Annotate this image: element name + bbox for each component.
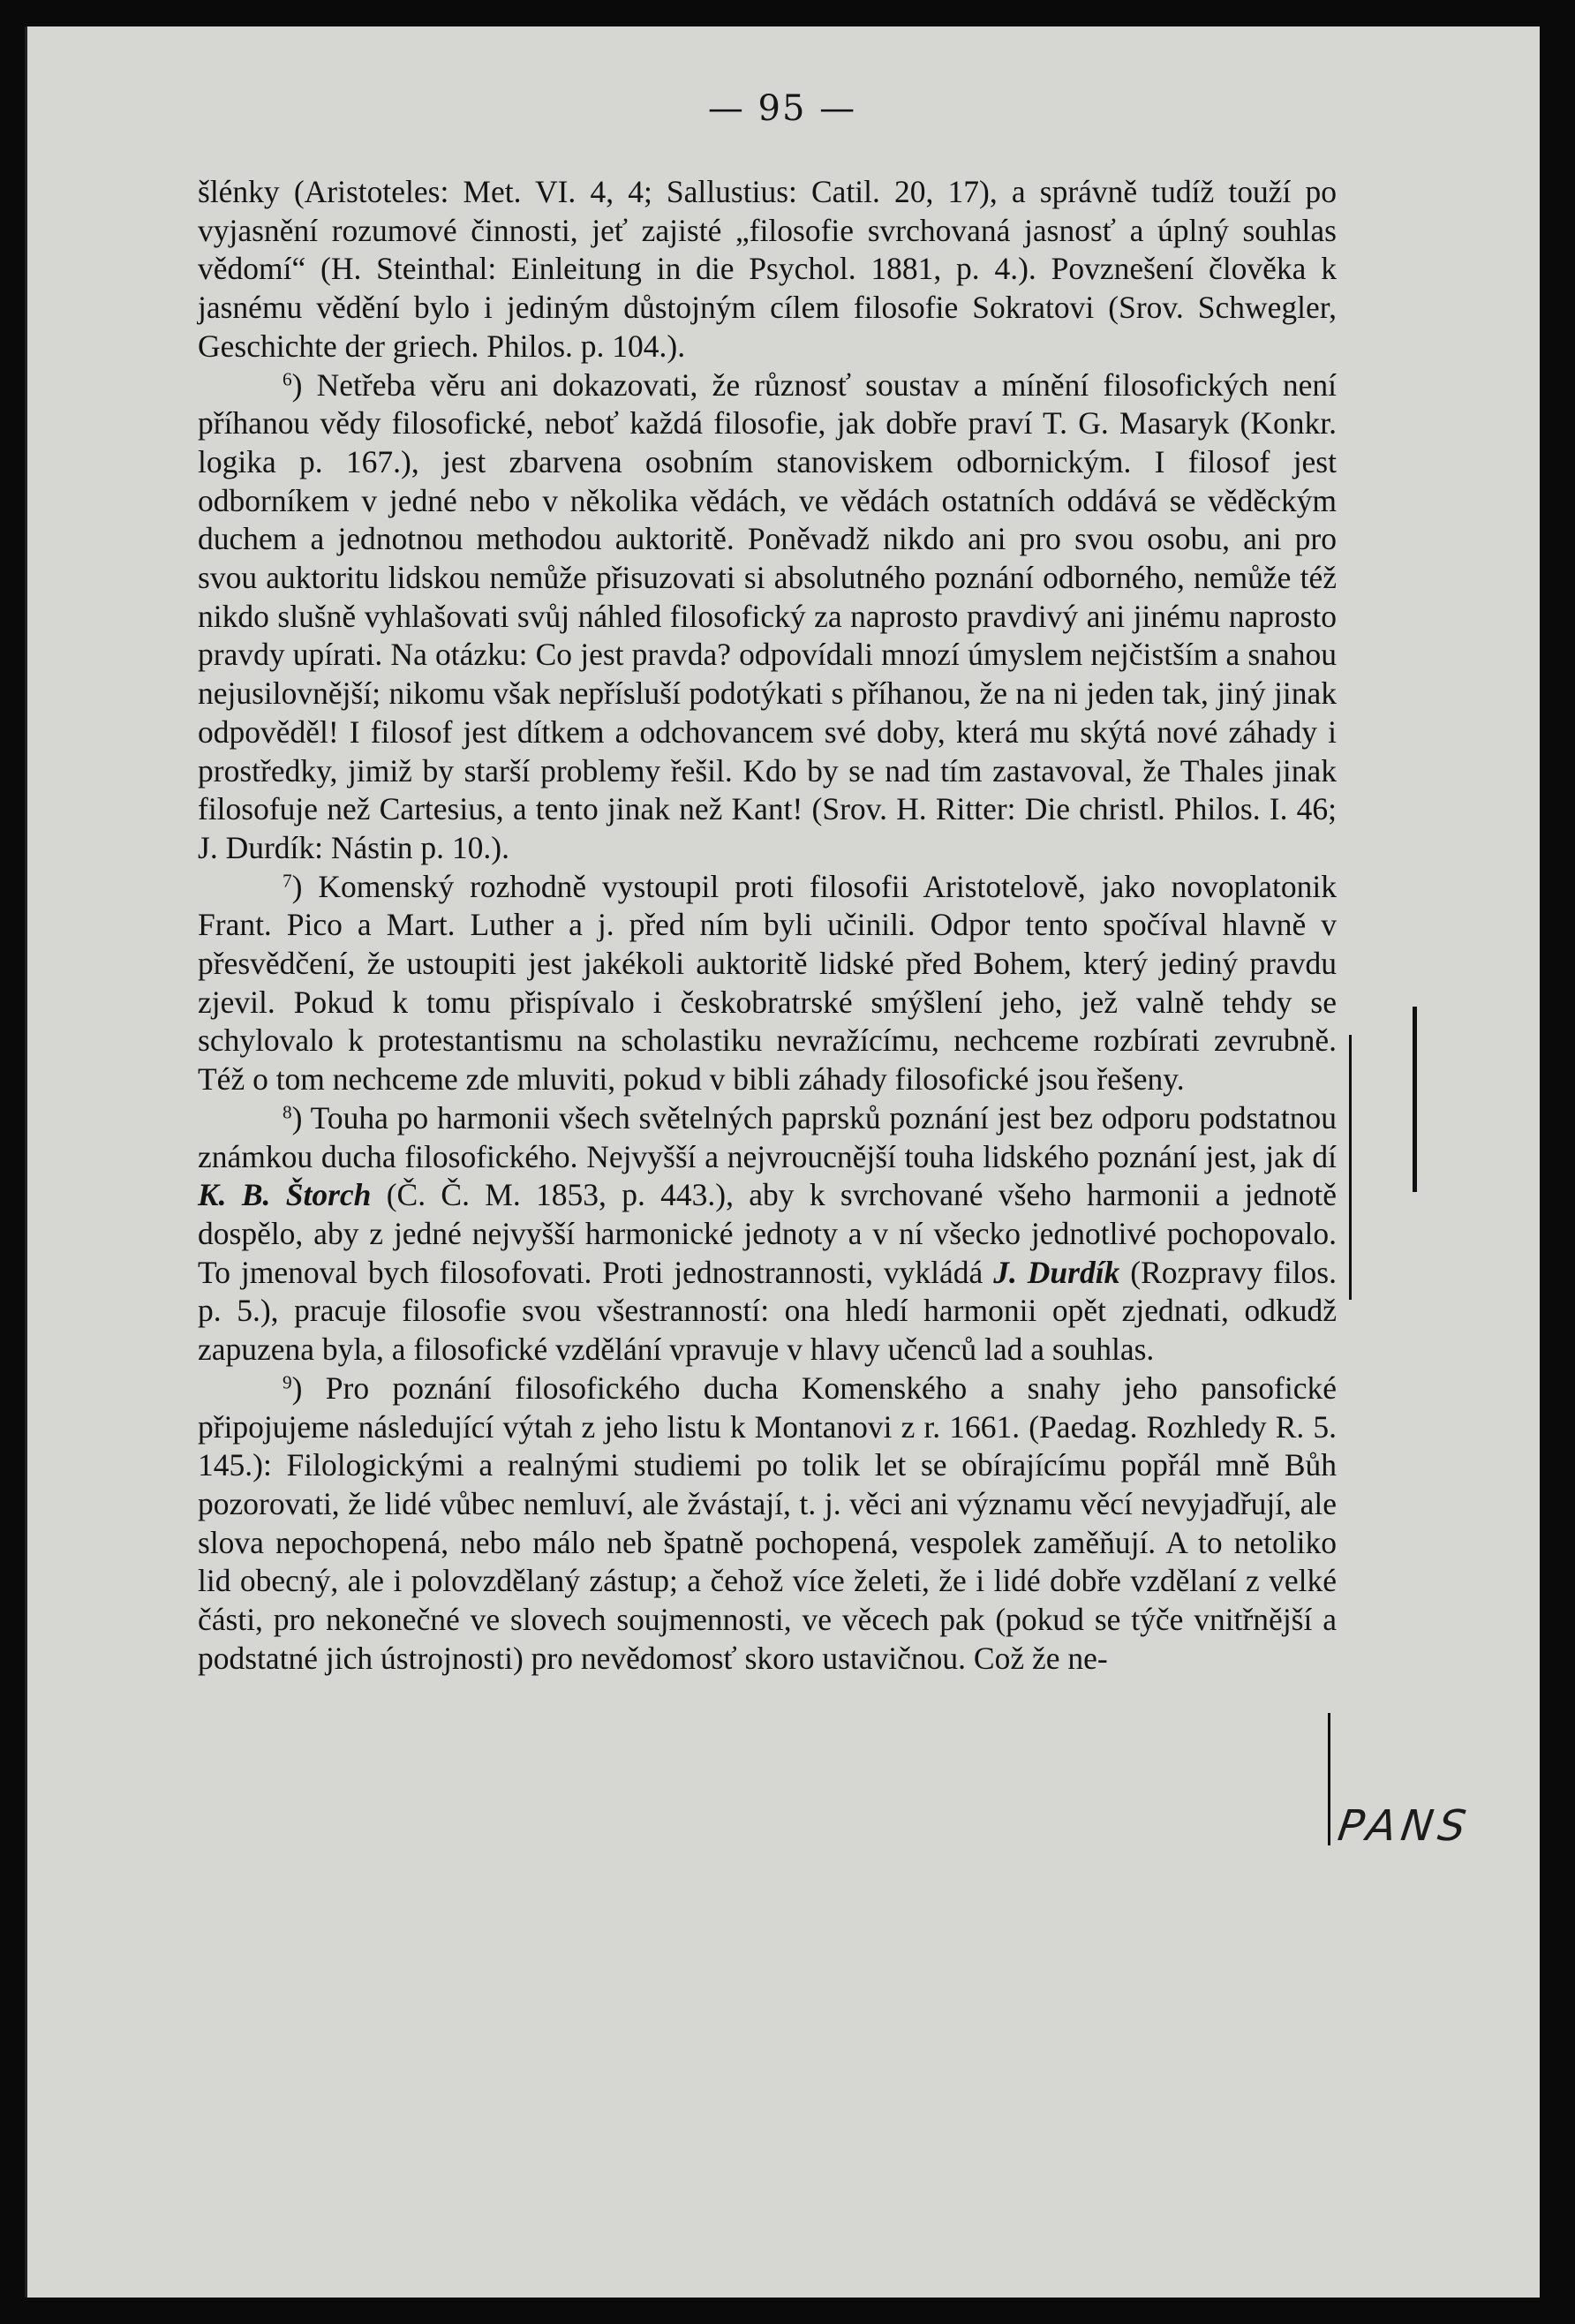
footnote-7 <box>198 868 1337 1099</box>
author-name: J. Durdík <box>993 1254 1120 1290</box>
footnote-number: 6 <box>283 367 292 389</box>
margin-bracket-line <box>1349 1035 1352 1300</box>
footnote-6 <box>198 366 1337 868</box>
footnote-text: ) Komenský rozhodně vystoupil proti filosofii Aristotelově, jako novoplatonik Frant. Pico a Mart. Luther a j. před ním byli učinili. Odpor tento spočíval hlavně v přesvědčení, že ustoupiti jest jakékoli auktoritě lidské před Bohem, který jediný pravdu zjevil. Pokud k tomu přispívalo i českobratrské smýšlení jeho, jež valně tehdy se schylovalo k protestantismu na scholastiku nevražícímu, nechceme rozbírati zevrubně. Též o tom nechceme zde mluviti, pokud v bibli záhady filosofické jsou řešeny. <box>198 868 1337 1098</box>
footnote-number: 7 <box>283 869 292 891</box>
binding-edge <box>25 26 27 2298</box>
page-number: — 95 — <box>707 88 857 129</box>
footnote-text: (Rozpravy filos. p. 5.), pracuje filosofie svou všestranností: ona hledí harmonii opět zjednati, odkudž zapuzena byla, a filosofické vzdělání vpravuje v hlavy učenců lad a souhlas. <box>198 1254 1337 1368</box>
footnote-text: (Č. Č. M. 1853, p. 443.), aby k svrchované všeho harmonii a jednotě dospělo, aby z jedné nejvyšší harmonické jednoty a v ní všecko jednotlivé pochopovalo. To jmenoval bych filosofovati. Proti jednostrannosti, vykládá <box>198 1177 1338 1290</box>
footnote-text: ) Netřeba věru ani dokazovati, že různosť soustav a mínění filosofických není příhanou vědy filosofické, neboť každá filosofie, jak dobře praví T. G. Masaryk (Konkr. logika p. 167.), jest zbarvena osobním stanoviskem odbornickým. I filosof jest odborníkem v jedné nebo v několika vědách, ve vědách ostatních oddává se věděckým duchem a jednotnou methodou auktoritě. Poněvadž nikdo ani pro svou osobu, ani pro svou auktoritu lidskou nemůže přisuzovati si absolutného poznání odborného, nemůže též nikdo slušně vyhlašovati svůj náhled filosofický za naprosto pravdivý ani jinému naprosto pravdy upírati. Na otázku: Co jest pravda? odpovídali mnozí úmyslem nejčistším a snahou nejusilovnější; nikomu však nepřísluší podotýkati s příhanou, že na ni jeden tak, jiný jinak odpověděl! I filosof jest dítkem a odchovancem své doby, která mu skýtá nové záhady i prostředky, jimiž by starší problemy řešil. Kdo by se nad tím zastavoval, že Thales jinak filosofuje než Cartesius, a tento jinak než Kant! (Srov. H. Ritter: Die christl. Philos. I. 46; J. Durdík: Nástin p. 10.). <box>198 366 1337 865</box>
book-page <box>25 26 1540 2298</box>
footnote-text: ) Pro poznání filosofického ducha Komenského a snahy jeho pansofické připojujeme následující výtah z jeho listu k Montanovi z r. 1661. (Paedag. Rozhledy R. 5. 145.): Filologickými a realnými studiemi po tolik let se obírajícímu popřál mně Bůh pozorovati, že lidé vůbec nemluví, ale žvástají, t. j. věci ani významu věcí nevyjadřují, ale slova nepochopená, nebo málo neb špatně pochopená, vespolek zaměňují. A to netoliko lid obecný, ale i polovzdělaný zástup; a čehož více želeti, že i lidé dobře vzdělaní z velké části, pro nekonečné ve slovech soujmennosti, ve věcech pak (pokud se týče vnitřnější a podstatné jich ústrojnosti) pro nevědomosť skoro ustavičnou. Což že ne- <box>198 1370 1337 1676</box>
body-text <box>198 173 1337 1678</box>
footnote-9 <box>198 1370 1337 1679</box>
footnote-number: 9 <box>283 1371 292 1393</box>
footnote-8 <box>198 1099 1337 1370</box>
paragraph-continuation <box>198 173 1337 366</box>
margin-bracket-line <box>1413 1007 1417 1192</box>
footnote-number: 8 <box>283 1101 292 1123</box>
paragraph-text: šlénky (Aristoteles: Met. VI. 4, 4; Sallustius: Catil. 20, 17), a správně tudíž touží po vyjasnění rozumové činnosti, jeť zajisté „filosofie svrchovaná jasnosť a úplný souhlas vědomí“ (H. Steinthal: Einleitung in die Psychol. 1881, p. 4.). Povznešení člověka k jasnému vědění bylo i jediným důstojným cílem filosofie Sokratovi (Srov. Schwegler, Geschichte der griech. Philos. p. 104.). <box>198 174 1337 364</box>
margin-bracket-line <box>1328 1713 1330 1845</box>
margin-handwritten-note: PANS <box>1335 1801 1474 1851</box>
footnote-text: ) Touha po harmonii všech světelných paprsků poznání jest bez odporu podstatnou známkou ducha filosofického. Nejvyšší a nejvroucnější touha lidského poznání jest, jak dí <box>198 1099 1337 1174</box>
author-name: K. B. Štorch <box>198 1177 372 1213</box>
